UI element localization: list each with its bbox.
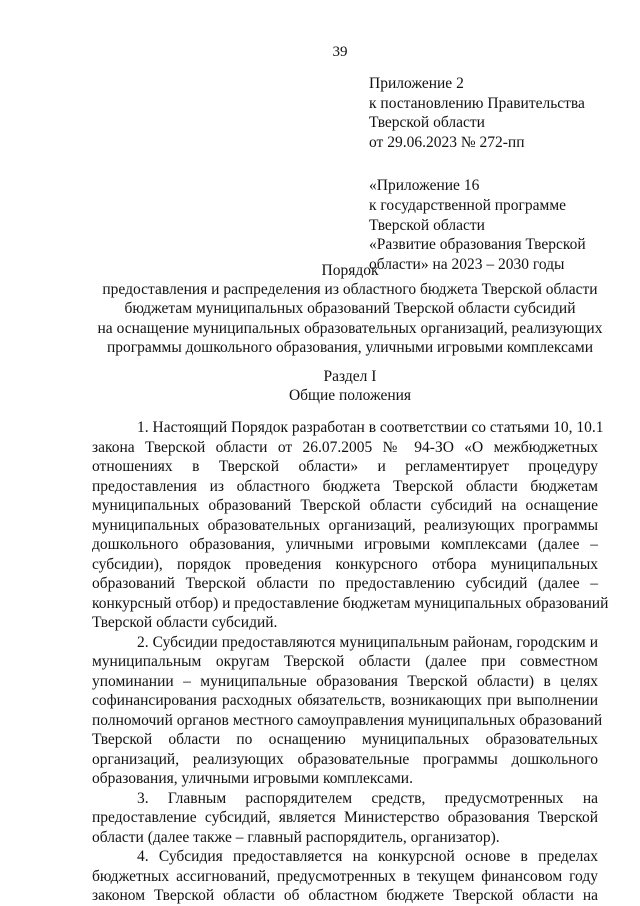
section-heading bbox=[80, 367, 620, 405]
paragraph-line: субсидии), порядок проведения конкурсного отбора муниципальных bbox=[92, 555, 598, 573]
section-name: Общие положения bbox=[288, 387, 412, 405]
paragraph-line: 1. Настоящий Порядок разработан в соответствии со статьями 10, 10.1 bbox=[137, 419, 604, 436]
paragraph-line: бюджетных ассигнований, предусмотренных в текущем финансовом году bbox=[92, 867, 598, 885]
section-number: Раздел I bbox=[323, 368, 377, 385]
title-line: Порядок bbox=[321, 262, 379, 279]
paragraph bbox=[92, 633, 603, 789]
document-title bbox=[80, 261, 620, 357]
paragraph-line: организаций, реализующих образовательные программы дошкольного bbox=[92, 750, 598, 768]
paragraph-line: 3. Главным распорядителем средств, предусмотренных на bbox=[137, 789, 598, 807]
paragraph-line: образований Тверской области по предоставлению субсидий (далее – bbox=[92, 575, 598, 592]
annex-line: Приложение 2 bbox=[369, 75, 464, 92]
annex-inner-line: «Развитие образования Тверской bbox=[369, 236, 586, 254]
paragraph-line: 2. Субсидии предоставляются муниципальным районам, городским и bbox=[137, 633, 598, 651]
title-line: на оснащение муниципальных образовательных организаций, реализующих bbox=[97, 319, 603, 337]
annex-inner-line: области» на 2023 – 2030 годы bbox=[369, 255, 565, 273]
paragraph-line: области (далее также – главный распорядитель, организатор). bbox=[92, 828, 500, 846]
annex-line: Тверской области bbox=[369, 114, 485, 132]
paragraph-line: полномочий органов местного самоуправления муниципальных образований bbox=[92, 711, 603, 729]
title-line: бюджетам муниципальных образований Тверской области субсидий bbox=[124, 300, 576, 318]
annex-inner-line: Тверской области bbox=[369, 216, 485, 234]
paragraph bbox=[92, 418, 609, 633]
paragraph-line: закона Тверской области от 26.07.2005 № 94-ЗО «О межбюджетных bbox=[92, 438, 598, 456]
paragraph-line: муниципальных образовательных организаций, реализующих программы bbox=[92, 516, 598, 534]
document-body bbox=[92, 418, 609, 906]
annex-inner-line: «Приложение 16 bbox=[369, 177, 480, 195]
annex-block bbox=[369, 74, 586, 274]
annex-inner-line: к государственной программе bbox=[369, 196, 567, 214]
paragraph-line: отношениях в Тверской области» и регламентирует процедуру bbox=[92, 458, 598, 475]
paragraph-line: предоставление субсидий, является Министерство образования Тверской bbox=[92, 809, 598, 826]
title-line: программы дошкольного образования, уличными игровыми комплексами bbox=[106, 338, 594, 356]
annex-spacer bbox=[369, 152, 586, 176]
paragraph-line: Тверской области субсидий. bbox=[92, 614, 278, 631]
paragraph-line: образования, уличными игровыми комплексами. bbox=[92, 770, 413, 787]
paragraph bbox=[92, 847, 598, 906]
paragraph-line: предоставления из областного бюджета Тверской области бюджетам bbox=[92, 477, 598, 495]
paragraph-line: законом Тверской области об областном бюджете Тверской области на bbox=[92, 887, 598, 904]
annex-line: от 29.06.2023 № 272-пп bbox=[369, 133, 525, 151]
paragraph-line: конкурсный отбор) и предоставление бюджетам муниципальных образований bbox=[92, 594, 609, 612]
paragraph bbox=[92, 789, 598, 848]
page-number: 39 bbox=[332, 44, 348, 60]
paragraph-line: софинансирования расходных обязательств, возникающих при выполнении bbox=[92, 692, 598, 709]
paragraph-line: муниципальных образований Тверской области субсидий на оснащение bbox=[92, 497, 598, 514]
paragraph-line: упоминании – муниципальные образования Тверской области) в целях bbox=[92, 672, 598, 690]
paragraph-line: дошкольного образования, уличными игровыми комплексами (далее – bbox=[92, 536, 598, 553]
paragraph-line: муниципальным округам Тверской области (далее при совместном bbox=[92, 653, 598, 670]
paragraph-line: 4. Субсидия предоставляется на конкурсной основе в пределах bbox=[137, 848, 598, 865]
paragraph-line: Тверской области по оснащению муниципальных образовательных bbox=[92, 731, 598, 748]
title-line: предоставления и распределения из областного бюджета Тверской области bbox=[102, 281, 598, 299]
annex-line: к постановлению Правительства bbox=[369, 94, 585, 112]
